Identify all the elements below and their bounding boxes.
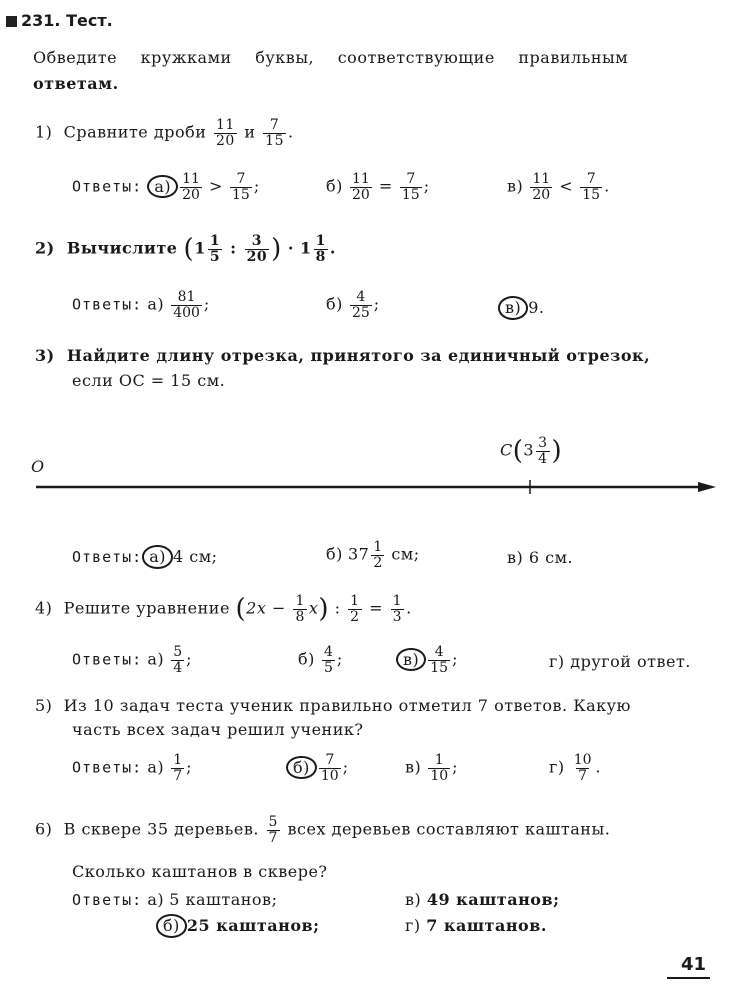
fraction: $\frac{10}{7}$ <box>573 752 592 784</box>
fraction: $\frac{7}{15}$ <box>265 117 284 149</box>
q3-answer-b[interactable]: б) 37 $\frac{1}{2}$ см; <box>326 539 420 571</box>
q6-answer-b[interactable]: б) 25 каштанов; <box>156 914 320 938</box>
fraction: $\frac{1}{8}$ <box>315 233 326 265</box>
exercise-marker-icon <box>6 16 17 27</box>
q5-answer-a[interactable]: Ответы: а) $\frac{1}{7}$ ; <box>72 752 192 784</box>
answer-a-circled[interactable]: а) <box>147 175 178 199</box>
question-3-line1: 3) Найдите длину отрезка, принятого за единичный отрезок, <box>35 346 651 365</box>
answer-a-circled: а) <box>142 545 173 569</box>
fraction: $\frac{7}{10}$ <box>320 752 339 784</box>
question-1: 1) Сравните дроби $\frac{11}{20}$ и $\frac{7}{15}$ . <box>35 117 294 149</box>
question-number: 1) <box>35 122 53 142</box>
q2-answer-a[interactable]: Ответы: а) $\frac{81}{400}$ ; <box>72 289 210 321</box>
question-6-line2: Сколько каштанов в сквере? <box>72 862 328 881</box>
answers-label: Ответы: <box>72 758 143 777</box>
answers-label: Ответы: <box>72 548 143 566</box>
fraction: $\frac{1}{10}$ <box>430 752 449 784</box>
point-o-label: O <box>31 457 45 476</box>
q5-answer-c[interactable]: в) $\frac{1}{10}$ ; <box>405 752 459 784</box>
q6-answer-a[interactable]: Ответы: а) 5 каштанов; <box>72 890 278 909</box>
fraction: $\frac{3}{20}$ <box>246 233 268 265</box>
instruction-line2: ответам. <box>33 74 119 93</box>
question-text: Вычислите <box>66 238 178 258</box>
answer-c-circled: в) <box>498 296 528 320</box>
question-text: Сравните дроби <box>63 122 207 142</box>
question-2: 2) Вычислите (1 $\frac{1}{5}$ : $\frac{3}{20}$ ) · 1 $\frac{1}{8}$ . <box>35 233 336 265</box>
fraction: $\frac{7}{15}$ <box>232 171 250 203</box>
q4-answer-a[interactable]: Ответы: а) $\frac{5}{4}$ ; <box>72 644 192 676</box>
question-4: 4) Решите уравнение (2x − $\frac{1}{8}$ x) : $\frac{1}{2}$ = $\frac{1}{3}$ . <box>35 593 412 625</box>
q6-answer-d[interactable]: г) 7 каштанов. <box>405 916 547 935</box>
q1-answer-b[interactable]: б) $\frac{11}{20}$ = $\frac{7}{15}$ ; <box>326 171 430 203</box>
fraction: $\frac{1}{2}$ <box>373 539 383 571</box>
exercise-title: Тест. <box>66 11 113 30</box>
question-3-line2: если OC = 15 см. <box>72 371 226 390</box>
q3-answer-c[interactable]: в) 6 см. <box>507 548 574 567</box>
q5-answer-d[interactable]: г) $\frac{10}{7}$ . <box>549 752 602 784</box>
fraction: $\frac{81}{400}$ <box>173 289 200 321</box>
fraction: $\frac{4}{25}$ <box>351 289 370 321</box>
fraction: $\frac{3}{4}$ <box>538 435 548 467</box>
answer-b-circled: б) <box>286 756 317 780</box>
fraction: $\frac{5}{7}$ <box>268 814 278 846</box>
q5-answer-b[interactable]: б) $\frac{7}{10}$ ; <box>286 753 349 783</box>
answers-label: Ответы: <box>72 891 143 909</box>
question-text: Решите уравнение <box>63 598 230 618</box>
number-line <box>0 430 755 510</box>
fraction: $\frac{1}{2}$ <box>350 593 360 625</box>
fraction: $\frac{4}{15}$ <box>430 644 449 676</box>
page-number: 41 <box>667 954 710 979</box>
exercise-header <box>6 11 113 30</box>
answers-label: Ответы: <box>72 177 143 196</box>
question-5-line2: часть всех задач решил ученик? <box>72 720 364 739</box>
fraction: $\frac{7}{15}$ <box>401 171 420 203</box>
q4-answer-b[interactable]: б) $\frac{4}{5}$ ; <box>298 644 343 676</box>
q3-answer-a[interactable]: Ответы: а) 4 см; <box>72 545 218 569</box>
fraction: $\frac{1}{8}$ <box>295 593 305 625</box>
q1-answer-c[interactable]: в) $\frac{11}{20}$ < $\frac{7}{15}$ . <box>507 171 610 203</box>
answers-label: Ответы: <box>72 295 143 314</box>
q2-answer-c[interactable]: в) 9. <box>498 296 545 320</box>
fraction: $\frac{1}{7}$ <box>173 752 183 784</box>
exercise-number: 231. <box>21 11 61 30</box>
answer-b-circled: б) <box>156 914 187 938</box>
fraction: $\frac{1}{3}$ <box>392 593 403 625</box>
q4-answer-d[interactable]: г) другой ответ. <box>549 652 691 671</box>
answers-label: Ответы: <box>72 650 143 669</box>
q2-answer-b[interactable]: б) $\frac{4}{25}$ ; <box>326 289 380 321</box>
q6-answer-c[interactable]: в) 49 каштанов; <box>405 890 560 909</box>
instruction-line1: Обведите кружками буквы, соответствующие правильным <box>33 48 629 67</box>
q4-answer-c[interactable]: в) $\frac{4}{15}$ ; <box>396 645 458 675</box>
q1-answers: Ответы: а) $\frac{11}{20}$ > $\frac{7}{15}$ ; <box>72 171 260 203</box>
fraction: $\frac{11}{20}$ <box>215 117 235 149</box>
fraction: $\frac{4}{5}$ <box>323 644 333 676</box>
answer-c-circled: в) <box>396 648 426 672</box>
fraction: $\frac{11}{20}$ <box>532 171 551 203</box>
question-6-line1: 6) В сквере 35 деревьев. $\frac{5}{7}$ всех деревьев составляют каштаны. <box>35 814 611 846</box>
fraction: $\frac{11}{20}$ <box>351 171 370 203</box>
fraction: $\frac{5}{4}$ <box>173 644 183 676</box>
fraction: $\frac{7}{15}$ <box>582 171 601 203</box>
arrow-head-icon <box>698 482 716 492</box>
question-5-line1: 5) Из 10 задач теста ученик правильно отметил 7 ответов. Какую <box>35 696 631 715</box>
fraction: $\frac{1}{5}$ <box>209 233 221 265</box>
fraction: $\frac{11}{20}$ <box>182 171 200 203</box>
point-c-label: C(3 $\frac{3}{4}$ ) <box>500 435 563 467</box>
